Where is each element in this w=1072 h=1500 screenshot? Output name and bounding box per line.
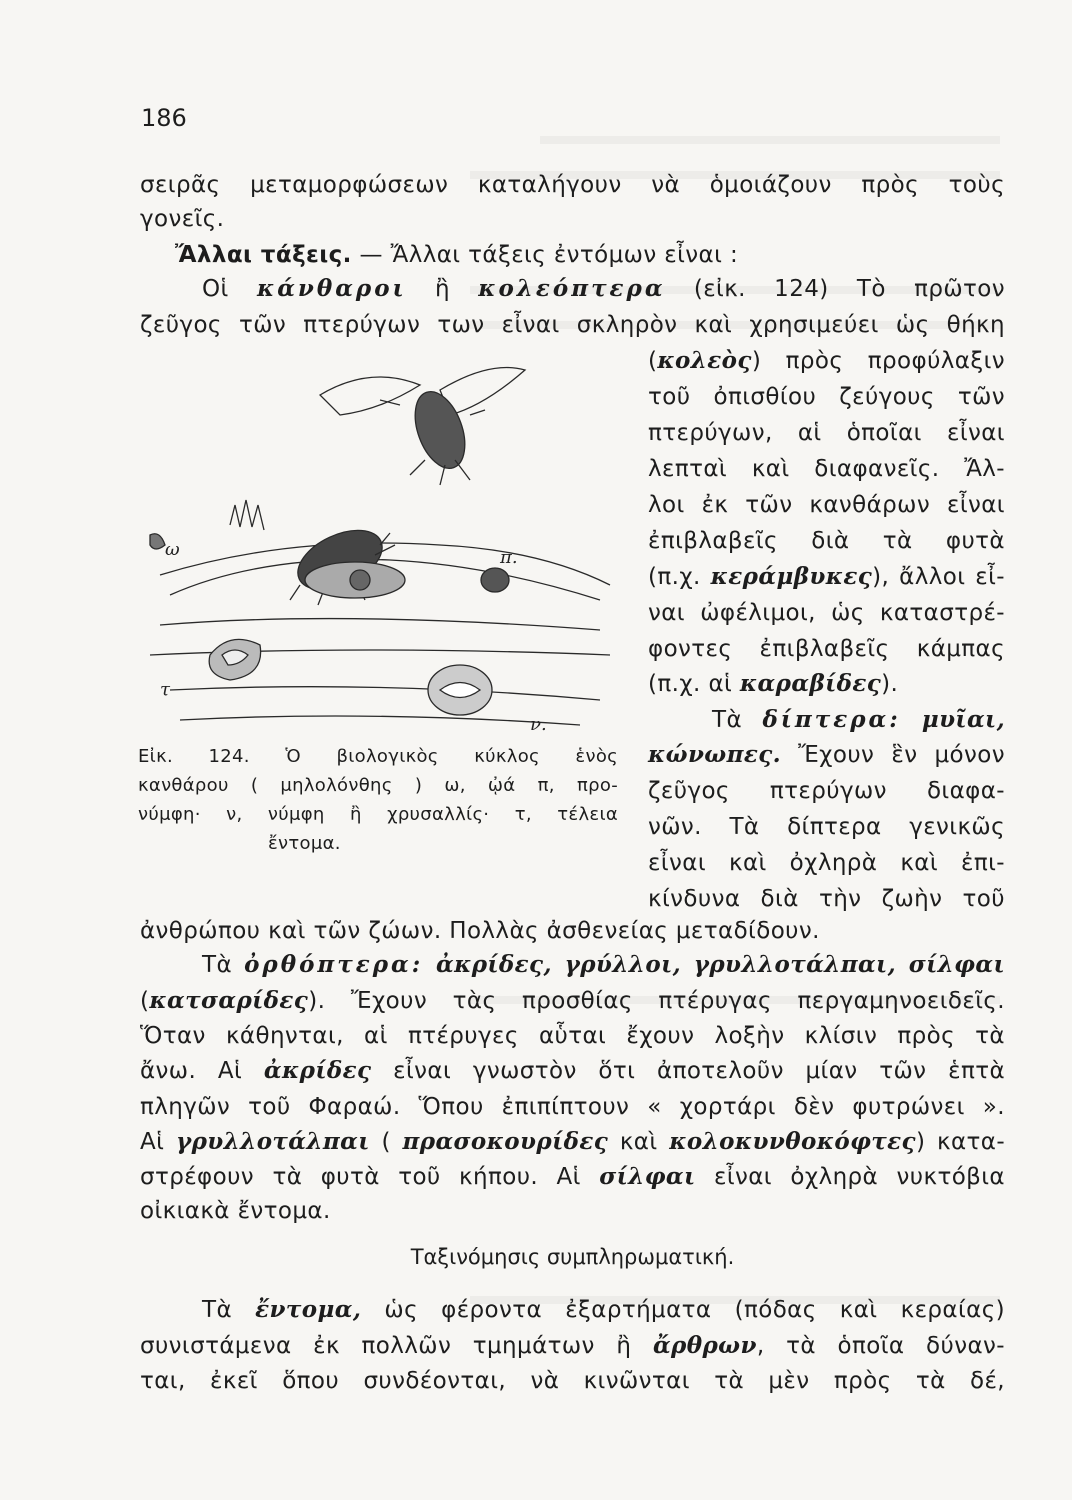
text-span: (π.χ. αἱ <box>648 671 740 697</box>
text-line: φοντες ἐπιβλαβεῖς κάμπας <box>648 636 1005 662</box>
text-span: , τὰ ὁποῖα δύναν- <box>756 1333 1005 1359</box>
term: κολεόπτερα <box>478 275 666 302</box>
text-span: Οἱ <box>202 276 257 302</box>
section-heading: Ταξινόμησις συμπληρωματική. <box>410 1245 735 1269</box>
text-span: ( <box>369 1129 403 1155</box>
term: κεράμβυκες <box>710 563 873 590</box>
text-line: λεπταὶ καὶ διαφανεῖς. Ἄλ- <box>648 456 1005 482</box>
text-line: εἶναι καὶ ὀχληρὰ καὶ ἐπι- <box>648 850 1005 876</box>
text-span: στρέφουν τὰ φυτὰ τοῦ κήπου. Αἱ <box>140 1164 600 1190</box>
figure-caption: κανθάρου ( μηλολόνθης ) ω, ᾠά π, προ- <box>138 775 618 796</box>
text-span: ( <box>648 348 658 374</box>
text-line: ναι ὠφέλιμοι, ὡς καταστρέ- <box>648 600 1005 626</box>
text-span: Τὰ <box>202 1297 256 1323</box>
term: ἔντομα, <box>255 1296 362 1323</box>
label-pi: π. <box>500 547 518 568</box>
text-line <box>648 738 1005 772</box>
term: ἀκρίδες, γρύλλοι, γρυλλοτάλπαι, σίλφαι <box>423 951 1005 978</box>
text-line: τοῦ ὀπισθίου ζεύγους τῶν <box>648 384 1005 410</box>
flying-beetle-wing-left <box>320 377 420 415</box>
text-span: συνιστάμενα ἐκ πολλῶν τμημάτων ἢ <box>140 1333 653 1359</box>
text-line <box>140 1125 1005 1159</box>
term: δίπτερα: <box>762 706 901 733</box>
text-line: κίνδυνα διὰ τὴν ζωὴν τοῦ <box>648 886 1005 912</box>
text-line <box>202 1293 1005 1327</box>
term: ὀρθόπτερα: <box>244 951 424 978</box>
text-line: ται, ἐκεῖ ὅπου συνδέονται, νὰ κινῶνται τὰ μὲν πρὸς τὰ δέ, <box>140 1368 1005 1394</box>
text-span: Τὰ <box>712 707 763 733</box>
text-line <box>140 984 1005 1018</box>
text-line <box>140 1160 1005 1194</box>
text-line: ζεῦγος τῶν πτερύγων των εἶναι σκληρὸν καὶ χρησιμεύει ὡς θήκη <box>140 312 1005 338</box>
figure-caption: Εἰκ. 124. Ὁ βιολογικὸς κύκλος ἑνὸς <box>138 746 618 767</box>
term: κολοκυνθοκόφτες <box>669 1128 916 1155</box>
text-span: Τὰ <box>202 952 245 978</box>
figure-caption: νύμφη· ν, νύμφη ἢ χρυσαλλίς· τ, τέλεια <box>138 804 618 825</box>
text-span: ( <box>140 988 150 1014</box>
text-span: ) κατα- <box>915 1129 1006 1155</box>
text-line <box>648 667 1005 701</box>
text-line <box>712 703 1005 737</box>
term: κολεὸς <box>657 347 752 374</box>
page-number: 186 <box>141 104 187 132</box>
text-span: ἄνω. Αἱ <box>140 1058 264 1084</box>
text-span: ), ἄλλοι εἶ- <box>872 564 1005 590</box>
text-line: οἰκιακὰ ἔντομα. <box>140 1198 331 1224</box>
text-line: σειρᾶς μεταμορφώσεων καταλήγουν νὰ ὁμοιάζουν πρὸς τοὺς <box>140 172 1005 198</box>
term: μυῖαι, <box>900 706 1005 733</box>
term: πρασοκουρίδες <box>402 1128 609 1155</box>
term: ἄρθρων <box>652 1332 757 1359</box>
text-line <box>140 1329 1005 1363</box>
term: κώνωπες. <box>648 741 782 768</box>
text-span: ) πρὸς προφύλαξιν <box>751 348 1005 374</box>
flying-beetle-body <box>406 385 475 475</box>
text-line: ἀνθρώπου καὶ τῶν ζώων. Πολλὰς ἀσθενείας μεταδίδουν. <box>140 918 820 944</box>
figure-caption: ἔντομα. <box>268 833 341 854</box>
text-span: ὡς φέροντα ἐξαρτήματα (πόδας καὶ κεραίας) <box>361 1297 1005 1323</box>
text-span: Ἔχουν ἓν μόνον <box>781 742 1005 768</box>
larva-beetle <box>350 570 370 590</box>
section-title: Ἄλλαι τάξεις. <box>175 242 352 268</box>
left-eggs <box>150 534 165 549</box>
text-line <box>648 560 1005 594</box>
term: κάνθαροι <box>256 275 407 302</box>
text-line: πληγῶν τοῦ Φαραώ. Ὅπου ἐπιπίπτουν « χορτάρι δὲν φυτρώνει ». <box>140 1094 1005 1120</box>
text-span: Αἱ <box>140 1129 176 1155</box>
term: σίλφαι <box>599 1163 696 1190</box>
text-span: εἶναι ὀχληρὰ νυκτόβια <box>695 1164 1005 1190</box>
label-tau: τ <box>160 679 170 700</box>
term: καραβίδες <box>739 670 882 697</box>
beetle-life-cycle-illustration <box>140 355 615 740</box>
text-span: ). Ἔχουν τὰς προσθίας πτέρυγας περγαμηνοειδεῖς. <box>308 988 1005 1014</box>
term: ἀκρίδες <box>263 1057 372 1084</box>
text-span: εἶναι γνωστὸν ὅτι ἀποτελοῦν μίαν τῶν ἑπτὰ <box>371 1058 1005 1084</box>
term: γρυλλοτάλπαι <box>176 1128 370 1155</box>
label-omega: ω <box>165 539 180 560</box>
text-span: ). <box>881 671 899 697</box>
label-nu: ν. <box>530 714 547 735</box>
text-span: καὶ <box>608 1129 670 1155</box>
text-line <box>140 1054 1005 1088</box>
text-span: (π.χ. <box>648 564 711 590</box>
text-line: ζεῦγος πτερύγων διαφα- <box>648 778 1005 804</box>
text-line <box>648 344 1005 378</box>
text-line: ἐπιβλαβεῖς διὰ τὰ φυτὰ <box>648 528 1005 554</box>
term: κατσαρίδες <box>149 987 309 1014</box>
text-line <box>202 948 1005 982</box>
small-beetle <box>481 568 509 592</box>
text-line: νῶν. Τὰ δίπτερα γενικῶς <box>648 814 1005 840</box>
ground-grass <box>230 500 264 530</box>
text-span: ἢ <box>406 276 479 302</box>
text-span: — Ἄλλαι τάξεις ἐντόμων εἶναι : <box>351 242 739 268</box>
text-line <box>202 272 1005 306</box>
text-line: πτερύγων, αἱ ὁποῖαι εἶναι <box>648 420 1005 446</box>
text-line: γονεῖς. <box>140 206 225 232</box>
text-line: Ὅταν κάθηνται, αἱ πτέρυγες αὗται ἔχουν λοξὴν κλίσιν πρὸς τὰ <box>140 1023 1005 1049</box>
text-line <box>175 238 1005 272</box>
text-span: (εἰκ. 124) Τὸ πρῶτον <box>665 276 1005 302</box>
text-line: λοι ἐκ τῶν κανθάρων εἶναι <box>648 492 1005 518</box>
